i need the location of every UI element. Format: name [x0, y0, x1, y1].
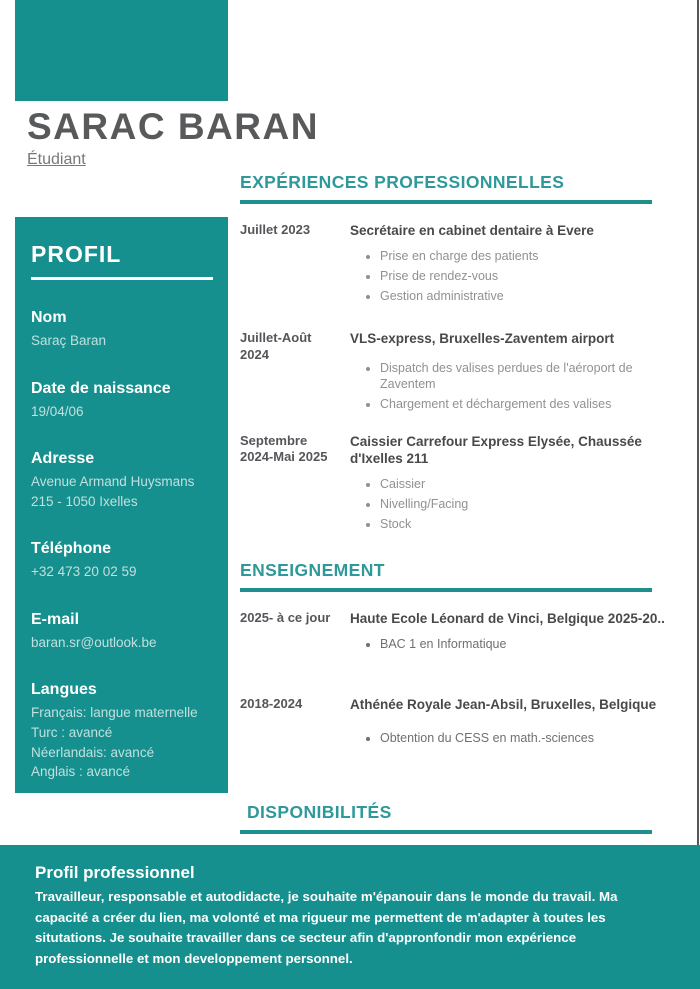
- entry-body: [350, 330, 665, 416]
- field-label: E-mail: [31, 610, 80, 628]
- entry-date-line: 2024: [240, 347, 269, 363]
- footer-body: Travailleur, responsable et autodidacte, je souhaite m'épanouir dans le monde du travail. Ma capacité a créer du lien, ma volonté et ma rigueur me permettent de m'adapter à toutes les situtations. Je souhaite travailler dans ce secteur afin d'appronfondir mon expérience professionnelle et mon developpement personnel.: [35, 889, 618, 966]
- bullet-item: • Prise en charge des patients: [380, 248, 665, 264]
- bullet-item: • Gestion administrative: [380, 288, 665, 304]
- availability-heading-rule: [240, 830, 652, 834]
- entry-bullets: [350, 360, 665, 413]
- bullet-item: • Obtention du CESS en math.-sciences: [380, 730, 665, 746]
- entry-date-line: Juillet 2023: [240, 222, 311, 237]
- page-title: SARAC BARAN: [27, 106, 319, 147]
- field-date-naissance: [31, 380, 214, 422]
- bullet-item: • Dispatch des valises perdues de l'aéroport de Zaventem: [380, 360, 665, 393]
- field-value: Avenue Armand Huysmans: [31, 474, 195, 490]
- entry-body: [350, 696, 665, 750]
- footer-profile-band: [0, 845, 700, 989]
- field-value: baran.sr@outlook.be: [31, 634, 157, 650]
- entry-body: [350, 610, 665, 656]
- entry-date: [240, 610, 344, 656]
- bullet-item: • Nivelling/Facing: [380, 496, 665, 512]
- experience-heading-rule: [240, 200, 652, 204]
- experience-entry: [240, 330, 665, 416]
- entry-date-line: 2018-2024: [240, 696, 303, 712]
- availability-heading: DISPONIBILITÉS: [247, 802, 392, 823]
- entry-title: Caissier Carrefour Express Elysée, Chaussée d'Ixelles 211: [350, 433, 642, 467]
- field-adresse: [31, 450, 214, 511]
- entry-bullets: [350, 636, 665, 652]
- entry-date-line: 2025- à ce jour: [240, 610, 331, 626]
- section-education: [240, 560, 665, 750]
- field-label: Nom: [31, 309, 67, 326]
- bullet-item: • BAC 1 en Informatique: [380, 636, 665, 652]
- entry-title: Secrétaire en cabinet dentaire à Evere: [350, 223, 594, 238]
- section-experience: [240, 172, 665, 536]
- header-accent-block: [15, 0, 228, 101]
- experience-entry: [240, 433, 665, 537]
- profile-sidebar: [15, 217, 228, 793]
- entry-bullets: [350, 476, 665, 533]
- field-value: Néerlandais: avancé: [31, 744, 155, 760]
- field-value: Anglais : avancé: [31, 764, 131, 780]
- subtitle-occupation: Étudiant: [27, 151, 86, 168]
- entry-date: [240, 696, 344, 750]
- experience-heading: EXPÉRIENCES PROFESSIONNELLES: [240, 172, 565, 192]
- education-entry: [240, 696, 665, 750]
- field-value: Français: langue maternelle: [31, 705, 198, 721]
- field-value: 215 - 1050 Ixelles: [31, 493, 138, 509]
- main-column: [240, 172, 665, 861]
- entry-date: [240, 330, 344, 416]
- entry-bullets: [350, 248, 665, 305]
- field-email: [31, 611, 214, 653]
- education-entry: [240, 610, 665, 656]
- bullet-item: • Chargement et déchargement des valises: [380, 396, 665, 412]
- entry-title: Athénée Royale Jean-Absil, Bruxelles, Belgique: [350, 697, 657, 713]
- bullet-item: • Caissier: [380, 476, 665, 492]
- field-value: +32 473 20 02 59: [31, 564, 137, 580]
- right-border-line: [697, 0, 699, 845]
- field-label: Téléphone: [31, 540, 112, 558]
- field-label: Langues: [31, 681, 97, 699]
- field-value: Saraç Baran: [31, 333, 107, 348]
- entry-body: [350, 433, 665, 537]
- field-label: Adresse: [31, 450, 95, 468]
- experience-entry: [240, 222, 665, 308]
- field-label: Date de naissance: [31, 379, 171, 397]
- field-nom: [31, 309, 214, 351]
- entry-date-line: 2024-Mai 2025: [240, 449, 328, 465]
- entry-date-line: Juillet-Août: [240, 330, 312, 346]
- sidebar-title-rule: [31, 277, 213, 280]
- entry-date: [240, 222, 344, 308]
- education-heading: ENSEIGNEMENT: [240, 560, 385, 581]
- footer-title: Profil professionnel: [35, 863, 195, 882]
- field-value: 19/04/06: [31, 403, 84, 419]
- field-langues: [31, 681, 214, 781]
- field-telephone: [31, 540, 214, 582]
- bullet-item: • Stock: [380, 516, 665, 532]
- field-value: Turc : avancé: [31, 724, 113, 740]
- sidebar-title: PROFIL: [31, 241, 122, 267]
- entry-date: [240, 433, 344, 537]
- bullet-item: • Prise de rendez-vous: [380, 268, 665, 284]
- entry-bullets: [350, 730, 665, 746]
- entry-title: Haute Ecole Léonard de Vinci, Belgique 2025-20..: [350, 611, 665, 627]
- entry-date-line: Septembre: [240, 432, 308, 448]
- education-heading-rule: [240, 588, 652, 592]
- entry-body: [350, 222, 665, 308]
- entry-title: VLS-express, Bruxelles-Zaventem airport: [350, 331, 615, 347]
